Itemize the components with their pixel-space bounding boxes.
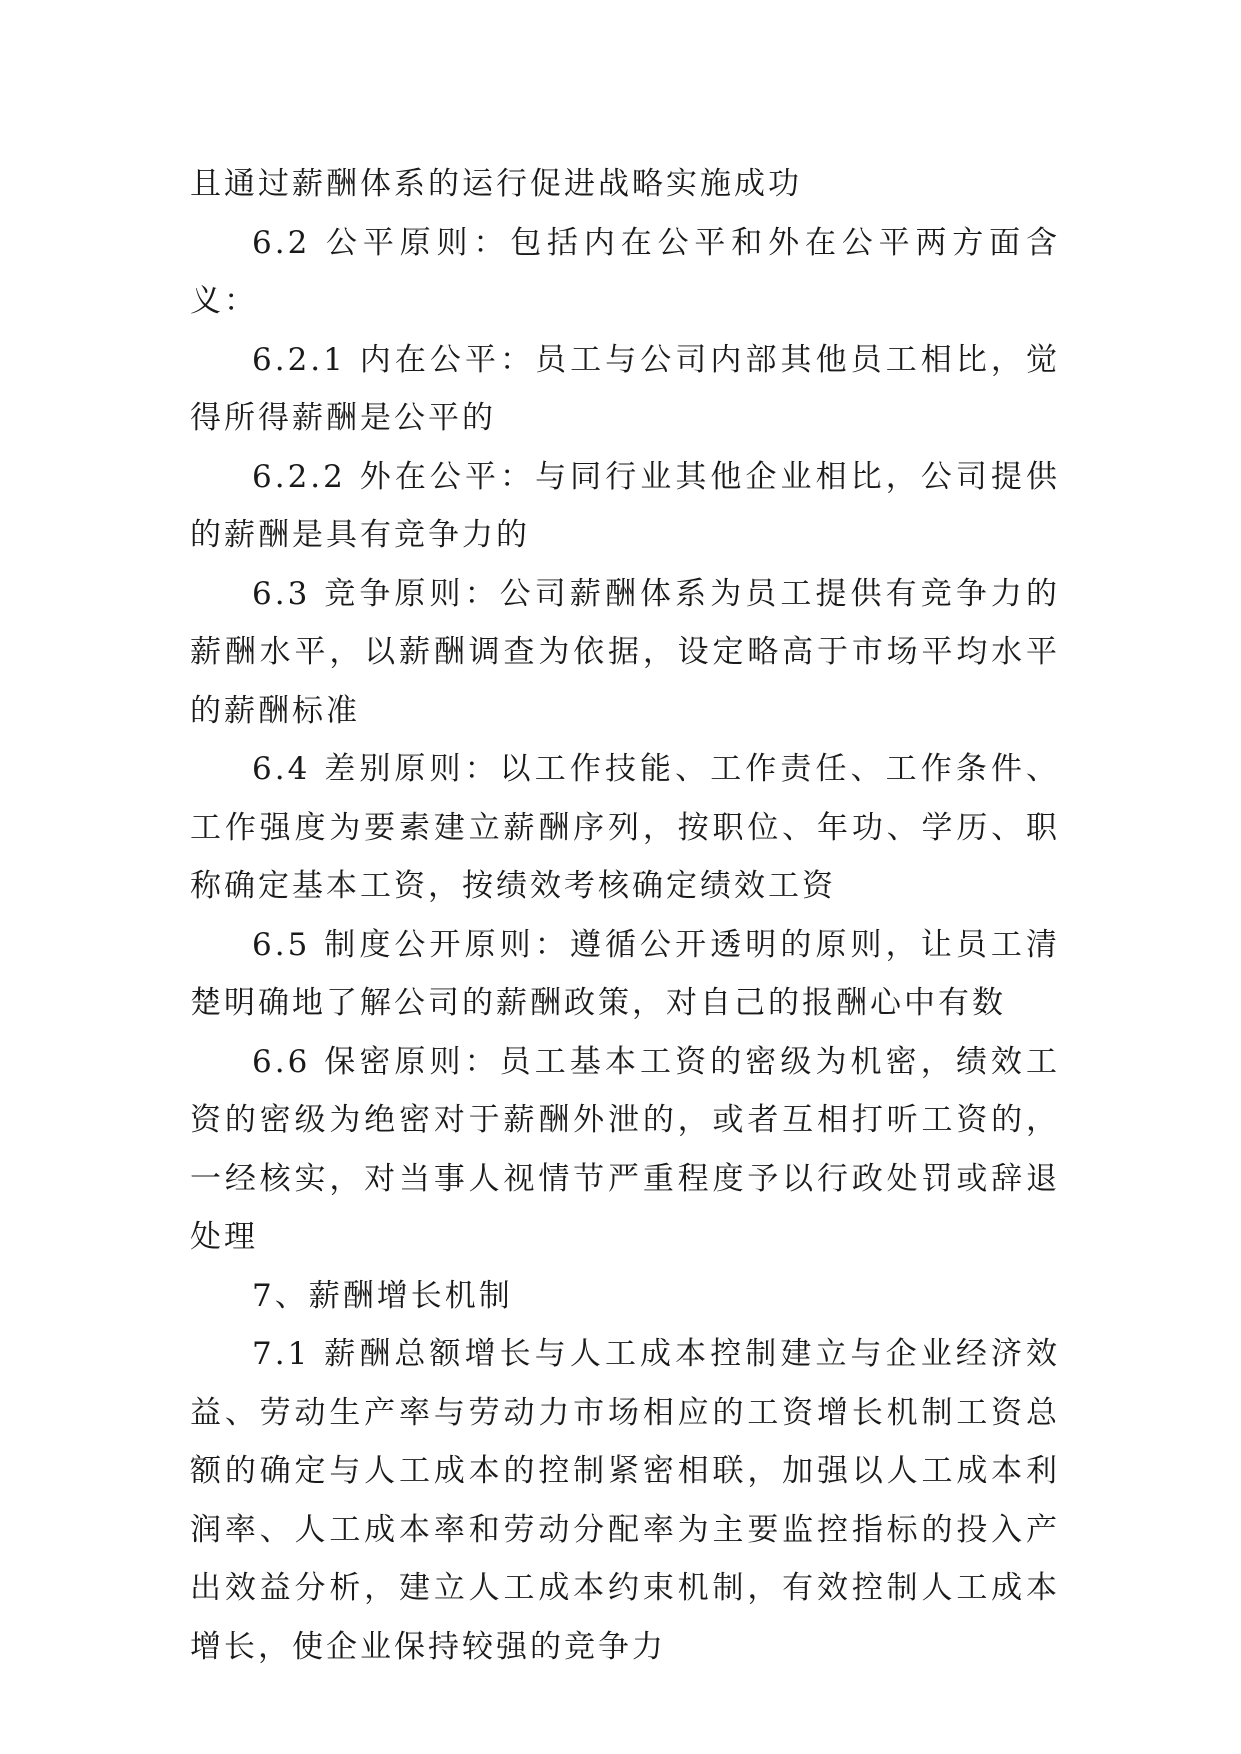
paragraph: 6.2.1 内在公平：员工与公司内部其他员工相比，觉得所得薪酬是公平的	[190, 341, 1060, 436]
paragraph: 6.2 公平原则：包括内在公平和外在公平两方面含义：	[190, 224, 1060, 319]
paragraph: 6.6 保密原则：员工基本工资的密级为机密，绩效工资的密级为绝密对于薪酬外泄的，或者互相打听工资的，一经核实，对当事人视情节严重程度予以行政处罚或辞退处理	[190, 1043, 1060, 1255]
paragraph: 6.2.2 外在公平：与同行业其他企业相比，公司提供的薪酬是具有竞争力的	[190, 458, 1060, 553]
document-body	[190, 155, 1060, 1676]
section-heading: 7、薪酬增长机制	[252, 1277, 513, 1314]
paragraph: 6.5 制度公开原则：遵循公开透明的原则，让员工清楚明确地了解公司的薪酬政策，对自己的报酬心中有数	[190, 926, 1060, 1021]
paragraph: 6.4 差别原则：以工作技能、工作责任、工作条件、工作强度为要素建立薪酬序列，按职位、年功、学历、职称确定基本工资，按绩效考核确定绩效工资	[190, 751, 1060, 904]
paragraph: 6.3 竞争原则：公司薪酬体系为员工提供有竞争力的薪酬水平，以薪酬调查为依据，设定略高于市场平均水平的薪酬标准	[190, 575, 1060, 729]
paragraph: 且通过薪酬体系的运行促进战略实施成功	[190, 166, 802, 202]
paragraph: 7.1 薪酬总额增长与人工成本控制建立与企业经济效益、劳动生产率与劳动力市场相应的工资增长机制工资总额的确定与人工成本的控制紧密相联，加强以人工成本利润率、人工成本率和劳动分配率为主要监控指标的投入产出效益分析，建立人工成本约束机制，有效控制人工成本增长，使企业保持较强的竞争力	[190, 1336, 1060, 1665]
